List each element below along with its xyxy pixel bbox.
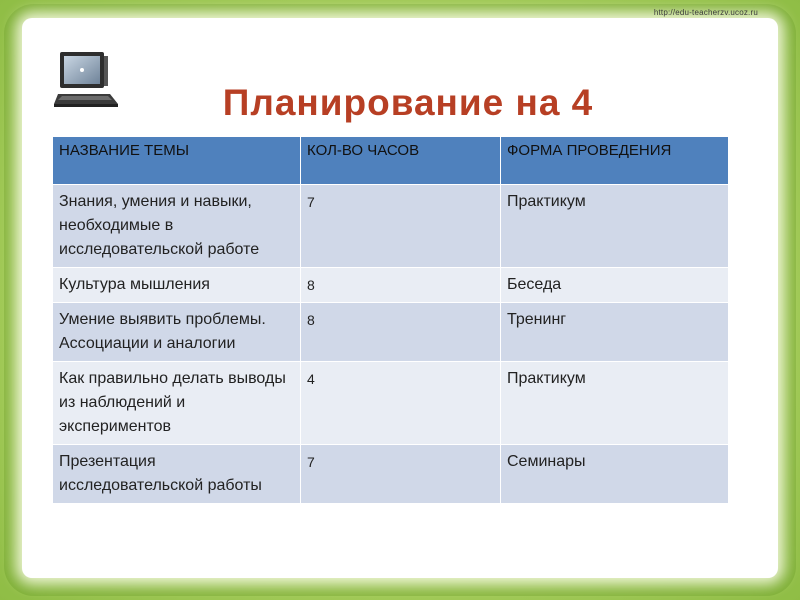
cell-hours: 8 (301, 303, 501, 362)
cell-topic: Презентация исследовательской работы (53, 445, 301, 504)
cell-form: Беседа (501, 268, 729, 303)
header-hours: КОЛ-ВО ЧАСОВ (301, 137, 501, 185)
cell-form: Практикум (501, 362, 729, 445)
planning-table (52, 136, 729, 504)
table-row (53, 362, 729, 445)
cell-hours: 7 (301, 445, 501, 504)
cell-form: Практикум (501, 185, 729, 268)
table-row (53, 268, 729, 303)
table-header-row (53, 137, 729, 185)
source-url: http://edu-teacherzv.ucoz.ru (653, 8, 758, 17)
cell-topic: Умение выявить проблемы. Ассоциации и аналогии (53, 303, 301, 362)
cell-hours: 7 (301, 185, 501, 268)
cell-topic: Культура мышления (53, 268, 301, 303)
cell-topic: Как правильно делать выводы из наблюдений и экспериментов (53, 362, 301, 445)
cell-form: Семинары (501, 445, 729, 504)
table-row (53, 445, 729, 504)
cell-hours: 4 (301, 362, 501, 445)
header-topic: НАЗВАНИЕ ТЕМЫ (53, 137, 301, 185)
table-row (53, 185, 729, 268)
cell-hours: 8 (301, 268, 501, 303)
page-title: Планирование на 4 (222, 82, 594, 123)
header-form: ФОРМА ПРОВЕДЕНИЯ (501, 137, 729, 185)
table-row (53, 303, 729, 362)
cell-topic: Знания, умения и навыки, необходимые в исследовательской работе (53, 185, 301, 268)
cell-form: Тренинг (501, 303, 729, 362)
